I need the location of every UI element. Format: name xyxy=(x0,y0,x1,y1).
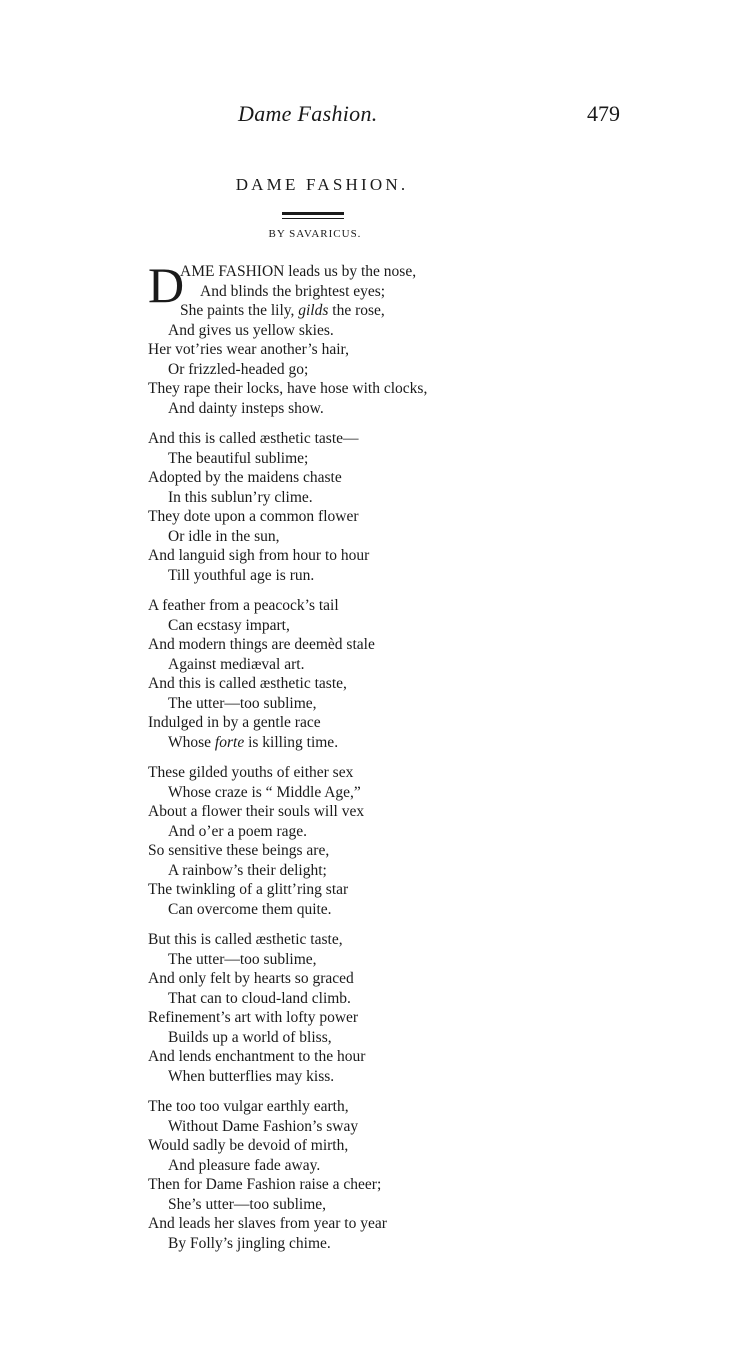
poem-line: Whose forte is killing time. xyxy=(168,733,339,751)
poem-line: When butterflies may kiss. xyxy=(168,1067,335,1085)
poem-line: Adopted by the maidens chaste xyxy=(148,469,342,486)
poem-line: Would sadly be devoid of mirth, xyxy=(148,1137,349,1154)
poem-line: And leads her slaves from year to year xyxy=(148,1215,387,1232)
poem-line: So sensitive these beings are, xyxy=(148,842,330,859)
running-title: Dame Fashion. xyxy=(238,101,378,126)
poem-line: That can to cloud-land climb. xyxy=(168,989,351,1007)
poem-title: DAME FASHION. xyxy=(235,175,409,194)
poem-line: And modern things are deemèd stale xyxy=(148,636,375,653)
poem-line: And only felt by hearts so graced xyxy=(148,970,354,987)
poem-line: But this is called æsthetic taste, xyxy=(148,931,343,948)
poem-line: Till youthful age is run. xyxy=(168,566,315,584)
poem-line: Or frizzled-headed go; xyxy=(168,360,309,378)
poem-line: Her vot’ries wear another’s hair, xyxy=(148,341,349,358)
stanza-4 xyxy=(148,763,588,919)
poem-line: A rainbow’s their delight; xyxy=(168,861,327,879)
poem-line: And this is called æsthetic taste, xyxy=(148,675,347,692)
poem-line: The utter—too sublime, xyxy=(168,694,317,712)
poem-line: She’s utter—too sublime, xyxy=(168,1195,327,1213)
page-number: 479 xyxy=(587,101,620,126)
poem-line: Can overcome them quite. xyxy=(168,900,332,918)
poem-line: The utter—too sublime, xyxy=(168,950,317,968)
poem-line: Without Dame Fashion’s sway xyxy=(168,1117,359,1135)
poem-line: And blinds the brightest eyes; xyxy=(200,282,386,300)
poem-line: Or idle in the sun, xyxy=(168,527,280,545)
poem-line: In this sublun’ry clime. xyxy=(168,488,313,506)
poem-line: By Folly’s jingling chime. xyxy=(168,1234,331,1252)
poem-line: About a flower their souls will vex xyxy=(148,803,365,820)
poem-line: The too too vulgar earthly earth, xyxy=(148,1098,349,1115)
poem-line: Indulged in by a gentle race xyxy=(148,714,321,731)
running-head xyxy=(0,101,749,131)
poem-line: And pleasure fade away. xyxy=(168,1156,321,1174)
poem-line: Can ecstasy impart, xyxy=(168,616,290,634)
poem-line: Refinement’s art with lofty power xyxy=(148,1009,359,1026)
poem-line: A feather from a peacock’s tail xyxy=(148,597,339,614)
poem-line: And lends enchantment to the hour xyxy=(148,1048,366,1065)
poem-line: They rape their locks, have hose with clocks, xyxy=(148,380,428,397)
poem-line: They dote upon a common flower xyxy=(148,508,359,525)
poem-line: AME FASHION leads us by the nose, xyxy=(180,263,417,280)
stanza-3 xyxy=(148,596,588,752)
poem-line: And gives us yellow skies. xyxy=(168,321,334,339)
stanza-5 xyxy=(148,930,588,1086)
stanza-2 xyxy=(148,429,588,585)
stanza-6 xyxy=(148,1097,588,1253)
poem-line: And o’er a poem rage. xyxy=(168,822,308,840)
poem-line: Against mediæval art. xyxy=(168,655,305,673)
poem-line: Builds up a world of bliss, xyxy=(168,1028,332,1046)
poem-line: Then for Dame Fashion raise a cheer; xyxy=(148,1176,382,1193)
poem-line: The beautiful sublime; xyxy=(168,449,309,467)
byline: BY SAVARICUS. xyxy=(268,228,362,240)
poem-line: The twinkling of a glitt’ring star xyxy=(148,881,349,898)
drop-cap: D xyxy=(148,257,185,313)
title-rule xyxy=(282,212,344,215)
title-rule-thin xyxy=(282,218,344,219)
poem-line: Whose craze is “ Middle Age,” xyxy=(168,783,361,801)
poem-line: These gilded youths of either sex xyxy=(148,764,354,781)
poem-line: And languid sigh from hour to hour xyxy=(148,547,370,564)
poem-line: And this is called æsthetic taste— xyxy=(148,430,359,447)
poem-body xyxy=(148,257,588,1264)
poem-line: She paints the lily, gilds the rose, xyxy=(180,302,385,319)
poem-line: And dainty insteps show. xyxy=(168,399,324,417)
stanza-1 xyxy=(148,257,588,418)
